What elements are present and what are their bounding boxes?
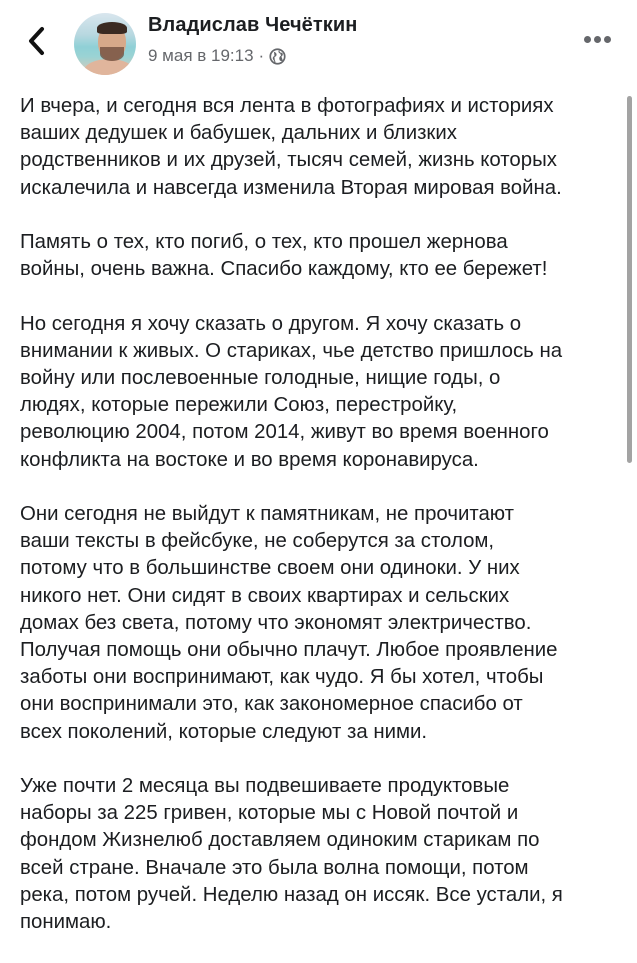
- text-line: наборы за 225 гривен, которые мы с Новой почтой и: [20, 802, 519, 825]
- back-button[interactable]: [24, 26, 50, 56]
- post-paragraph: [20, 229, 620, 283]
- text-line: никого нет. Они сидят в своих квартирах и сельских: [20, 584, 510, 607]
- text-line: домах без света, потому что экономят электричество.: [20, 611, 532, 634]
- text-line: понимаю.: [20, 911, 112, 934]
- text-line: Они сегодня не выйдут к памятникам, не прочитают: [20, 503, 514, 525]
- text-line: фондом Жизнелюб доставляем одиноким старикам по: [20, 829, 540, 852]
- author-avatar[interactable]: [74, 13, 136, 75]
- globe-icon[interactable]: [269, 48, 286, 65]
- text-line: войну или послевоенные голодные, нищие годы, о: [20, 367, 501, 389]
- text-line: искалечила и навсегда изменила Вторая мировая война.: [20, 176, 562, 199]
- text-line: родственников и их друзей, тысяч семей, жизнь которых: [20, 149, 557, 172]
- post-timestamp[interactable]: 9 мая в 19:13: [148, 46, 254, 65]
- text-line: потому что в большинстве своем они одиноки. У них: [20, 557, 520, 580]
- text-line: река, потом ручей. Неделю назад он иссяк. Все устали, я: [20, 883, 563, 906]
- text-line: конфликта на востоке и во время коронавируса.: [20, 448, 479, 471]
- more-dot-icon: [594, 36, 601, 43]
- text-line: Получая помощь они обычно плачут. Любое проявление: [20, 639, 558, 662]
- text-line: революцию 2004, потом 2014, живут во время военного: [20, 421, 549, 444]
- text-line: они воспринимали это, как закономерное спасибо от: [20, 693, 523, 716]
- post-body: [20, 93, 620, 963]
- text-line: войны, очень важна. Спасибо каждому, кто ее бережет!: [20, 258, 548, 281]
- meta-separator: ·: [258, 46, 265, 65]
- post-paragraph: [20, 501, 620, 746]
- text-line: Память о тех, кто погиб, о тех, кто прошел жернова: [20, 231, 508, 253]
- post-meta: [148, 46, 286, 66]
- vertical-scrollbar[interactable]: [627, 96, 632, 463]
- text-line: внимании к живых. О стариках, чье детство пришлось на: [20, 339, 563, 362]
- text-line: Уже почти 2 месяца вы подвешиваете продуктовые: [20, 775, 510, 798]
- text-line: ваших дедушек и бабушек, дальних и близких: [20, 122, 457, 145]
- post-header: [0, 0, 637, 90]
- text-line: ваши тексты в фейсбуке, не соберутся за столом,: [20, 530, 495, 553]
- avatar-shoulders: [84, 59, 134, 75]
- post-paragraph: [20, 773, 620, 936]
- more-options-button[interactable]: [584, 36, 614, 48]
- text-line: заботы они воспринимают, как чудо. Я бы хотел, чтобы: [20, 666, 544, 689]
- avatar-hair: [97, 22, 127, 34]
- post-paragraph: [20, 311, 620, 474]
- more-dot-icon: [584, 36, 591, 43]
- text-line: всех поколений, которые следуют за ними.: [20, 720, 428, 743]
- avatar-beard: [100, 47, 124, 61]
- text-line: людях, которые пережили Союз, перестройку,: [20, 394, 458, 417]
- text-line: Но сегодня я хочу сказать о другом. Я хочу сказать о: [20, 312, 522, 335]
- author-name[interactable]: Владислав Чечёткин: [148, 14, 358, 36]
- text-line: всей стране. Вначале это была волна помощи, потом: [20, 856, 529, 879]
- post-paragraph: [20, 93, 620, 202]
- text-line: И вчера, и сегодня вся лента в фотографиях и историях: [20, 95, 554, 117]
- more-dot-icon: [604, 36, 611, 43]
- chevron-left-icon: [24, 26, 50, 56]
